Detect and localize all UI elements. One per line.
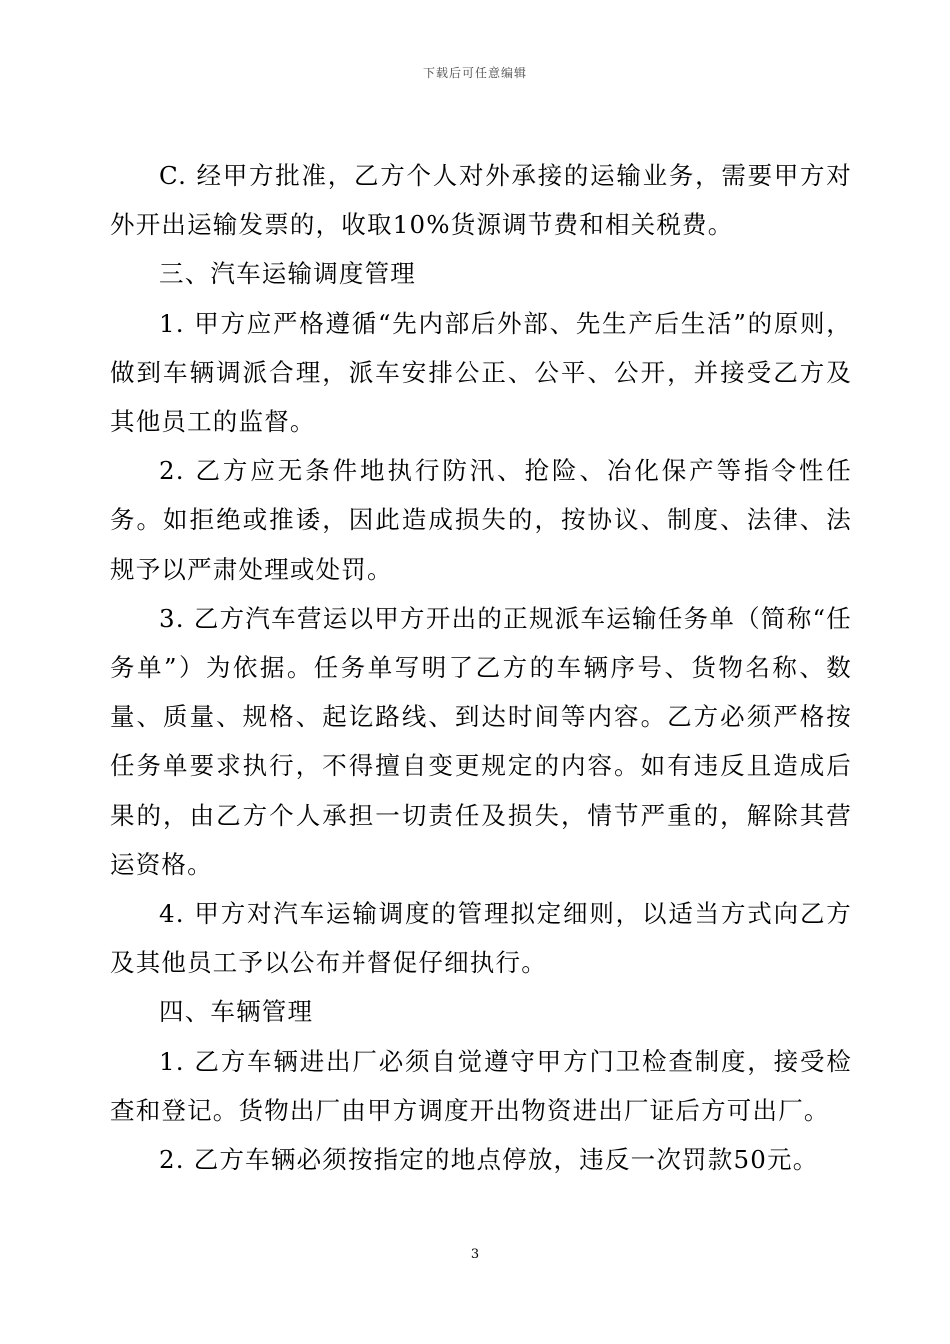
paragraph-vehicle-2: 2. 乙方车辆必须按指定的地点停放，违反一次罚款50元。 — [159, 1145, 819, 1175]
section-heading-dispatch-management: 三、汽车运输调度管理 — [159, 259, 416, 289]
paragraph-dispatch-4: 4. 甲方对汽车运输调度的管理拟定细则，以适当方式向乙方及其他员工予以公布并督促仔细执行。 — [110, 899, 852, 978]
paragraph-dispatch-2: 2. 乙方应无条件地执行防汛、抢险、冶化保产等指令性任务。如拒绝或推诿，因此造成损失的，按协议、制度、法律、法规予以严肃处理或处罚。 — [110, 456, 852, 584]
page-number: 3 — [470, 1247, 480, 1262]
paragraph-dispatch-3: 3. 乙方汽车营运以甲方开出的正规派车运输任务单（简称“任务单”）为依据。任务单写明了乙方的车辆序号、货物名称、数量、质量、规格、起讫路线、到达时间等内容。乙方必须严格按任务单要求执行，不得擅自变更规定的内容。如有违反且造成后果的，由乙方个人承担一切责任及损失，情节严重的，解除其营运资格。 — [110, 603, 852, 879]
paragraph-c-transport-invoice: C. 经甲方批准，乙方个人对外承接的运输业务，需要甲方对外开出运输发票的，收取10%货源调节费和相关税费。 — [110, 161, 852, 240]
paragraph-dispatch-1: 1. 甲方应严格遵循“先内部后外部、先生产后生活”的原则，做到车辆调派合理，派车安排公正、公平、公开，并接受乙方及其他员工的监督。 — [110, 308, 852, 437]
section-heading-vehicle-management: 四、车辆管理 — [159, 997, 314, 1027]
document-body — [110, 151, 852, 1184]
paragraph-vehicle-1: 1. 乙方车辆进出厂必须自觉遵守甲方门卫检查制度，接受检查和登记。货物出厂由甲方调度开出物资进出厂证后方可出厂。 — [110, 1046, 852, 1125]
page-header: 下载后可任意编辑 — [422, 66, 527, 80]
